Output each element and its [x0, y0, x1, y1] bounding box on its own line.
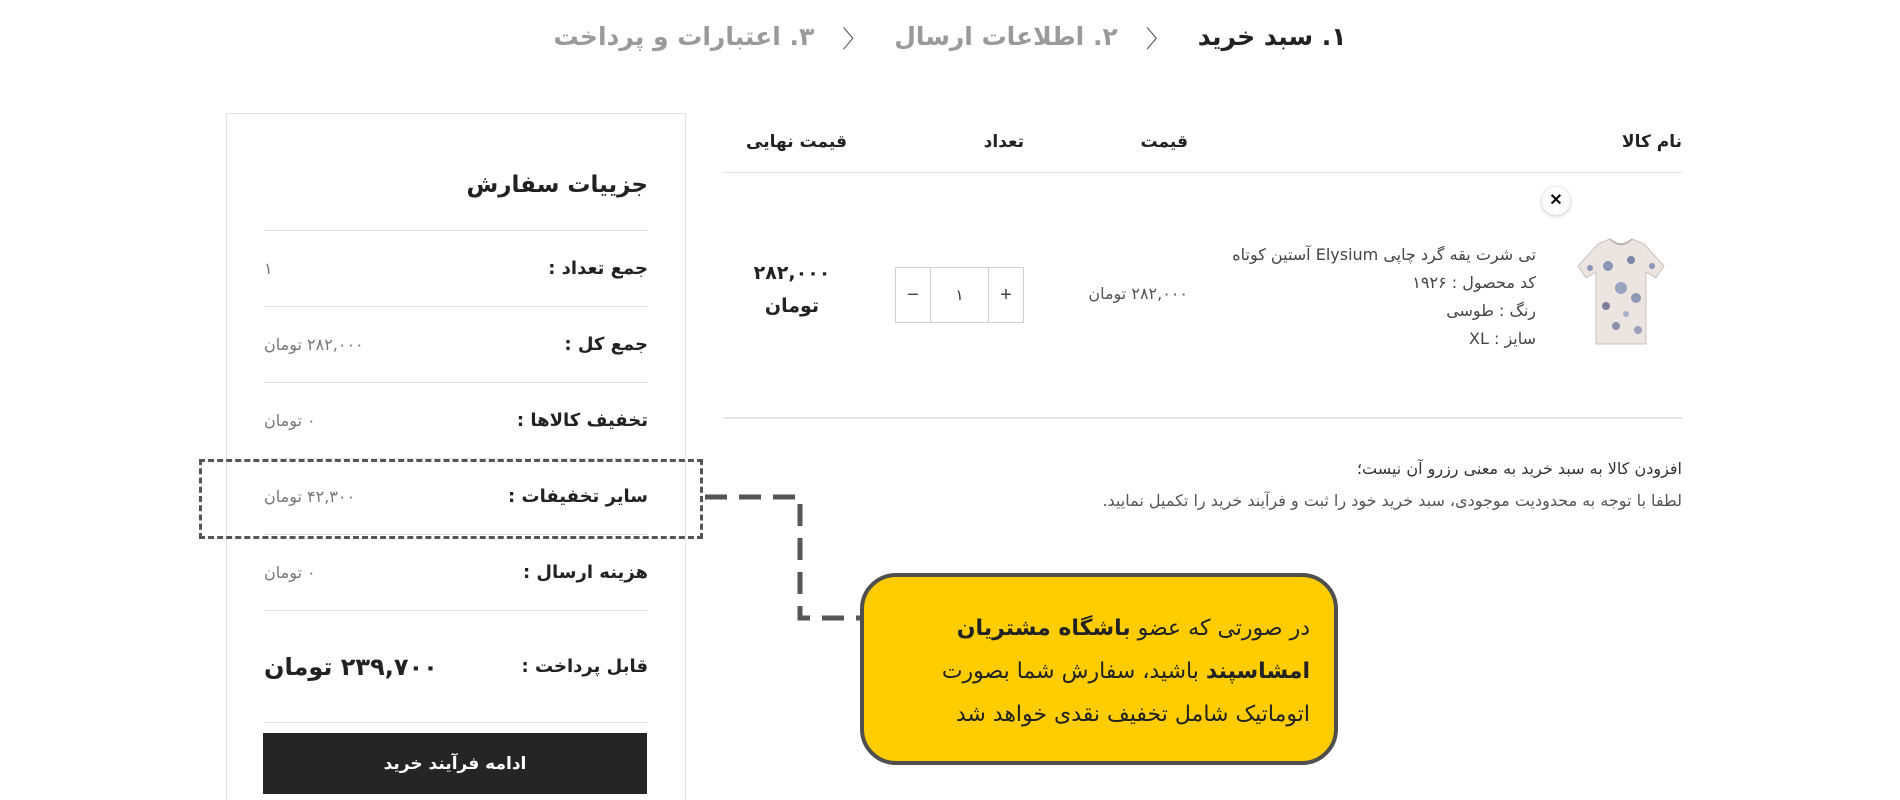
payable-label: قابل پرداخت :	[521, 656, 648, 677]
header-price: قیمت	[1140, 132, 1188, 152]
continue-checkout-button[interactable]: ادامه فرآیند خرید	[263, 733, 647, 794]
callout-text-bold: باشگاه مشتریان امشاسپند	[956, 616, 1310, 684]
summary-row-count	[264, 230, 648, 306]
header-product-name: نام کالا	[1621, 132, 1682, 152]
divider	[264, 722, 648, 723]
summary-value: ۱	[264, 259, 273, 278]
summary-row-total	[264, 306, 648, 382]
highlight-other-discounts	[199, 459, 703, 539]
checkout-steps	[0, 16, 1900, 56]
summary-value: ۲۸۲,۰۰۰ تومان	[264, 335, 364, 354]
chevron-left-icon: 〈	[842, 24, 867, 53]
increase-quantity-button[interactable]	[989, 268, 1023, 322]
product-color: رنگ : طوسی	[1446, 301, 1536, 320]
summary-value: ۰ تومان	[264, 563, 316, 582]
quantity-input[interactable]	[930, 268, 989, 322]
product-thumbnail[interactable]	[1576, 236, 1666, 348]
notice-line-1: افزودن کالا به سبد خرید به معنی رزرو آن نیست؛	[1356, 459, 1682, 478]
summary-row-shipping	[264, 534, 648, 610]
final-price	[752, 257, 832, 323]
summary-label: هزینه ارسال :	[522, 562, 648, 583]
step-payment[interactable]: ۳. اعتبارات و پرداخت	[553, 21, 815, 51]
product-info	[1232, 241, 1536, 353]
cart-item-row	[724, 173, 1682, 419]
product-title[interactable]: تی شرت یقه گرد چاپی Elysium آستین کوتاه	[1232, 245, 1536, 264]
summary-value: ۴۲,۳۰۰ تومان	[264, 487, 356, 506]
summary-row-payable	[264, 610, 648, 722]
callout-text-after: باشید، سفارش شما بصورت اتوماتیک شامل تخفیف نقدی خواهد شد	[941, 659, 1310, 727]
club-discount-callout	[860, 573, 1338, 765]
minus-icon: −	[907, 283, 919, 306]
callout-text-before: در صورتی که عضو	[1130, 616, 1310, 641]
summary-row-product-discount	[264, 382, 648, 458]
summary-label: سایر تخفیفات :	[508, 486, 648, 507]
step-shipping[interactable]: ۲. اطلاعات ارسال	[894, 21, 1118, 51]
cart-header	[724, 120, 1682, 173]
summary-label: جمع کل :	[564, 334, 648, 355]
final-price-amount: ۲۸۲,۰۰۰	[753, 262, 831, 284]
header-quantity: تعداد	[983, 132, 1024, 152]
close-icon: ✕	[1549, 192, 1563, 209]
final-price-currency: تومان	[764, 295, 820, 317]
chevron-left-icon: 〈	[1145, 24, 1170, 53]
summary-title: جزییات سفارش	[466, 172, 648, 198]
plus-icon: +	[1000, 283, 1012, 306]
unit-price: ۲۸۲,۰۰۰ تومان	[1088, 284, 1188, 303]
decrease-quantity-button[interactable]	[896, 268, 930, 322]
order-summary	[226, 113, 686, 800]
header-final-price: قیمت نهایی	[746, 132, 847, 152]
product-size: سایز : XL	[1469, 329, 1536, 348]
quantity-stepper	[895, 267, 1024, 323]
summary-label: تخفیف کالاها :	[516, 410, 648, 431]
cart-table	[724, 120, 1682, 510]
product-code: کد محصول : ۱۹۲۶	[1412, 273, 1536, 292]
step-cart[interactable]: ۱. سبد خرید	[1197, 21, 1347, 51]
remove-item-button[interactable]	[1542, 187, 1570, 215]
cart-notice	[1102, 453, 1682, 517]
summary-label: جمع تعداد :	[548, 258, 648, 279]
summary-value: ۰ تومان	[264, 411, 316, 430]
notice-line-2: لطفا با توجه به محدودیت موجودی، سبد خرید خود را ثبت و فرآیند خرید را تکمیل نمایید.	[1102, 491, 1682, 510]
payable-value: ۲۳۹,۷۰۰ تومان	[264, 652, 438, 681]
